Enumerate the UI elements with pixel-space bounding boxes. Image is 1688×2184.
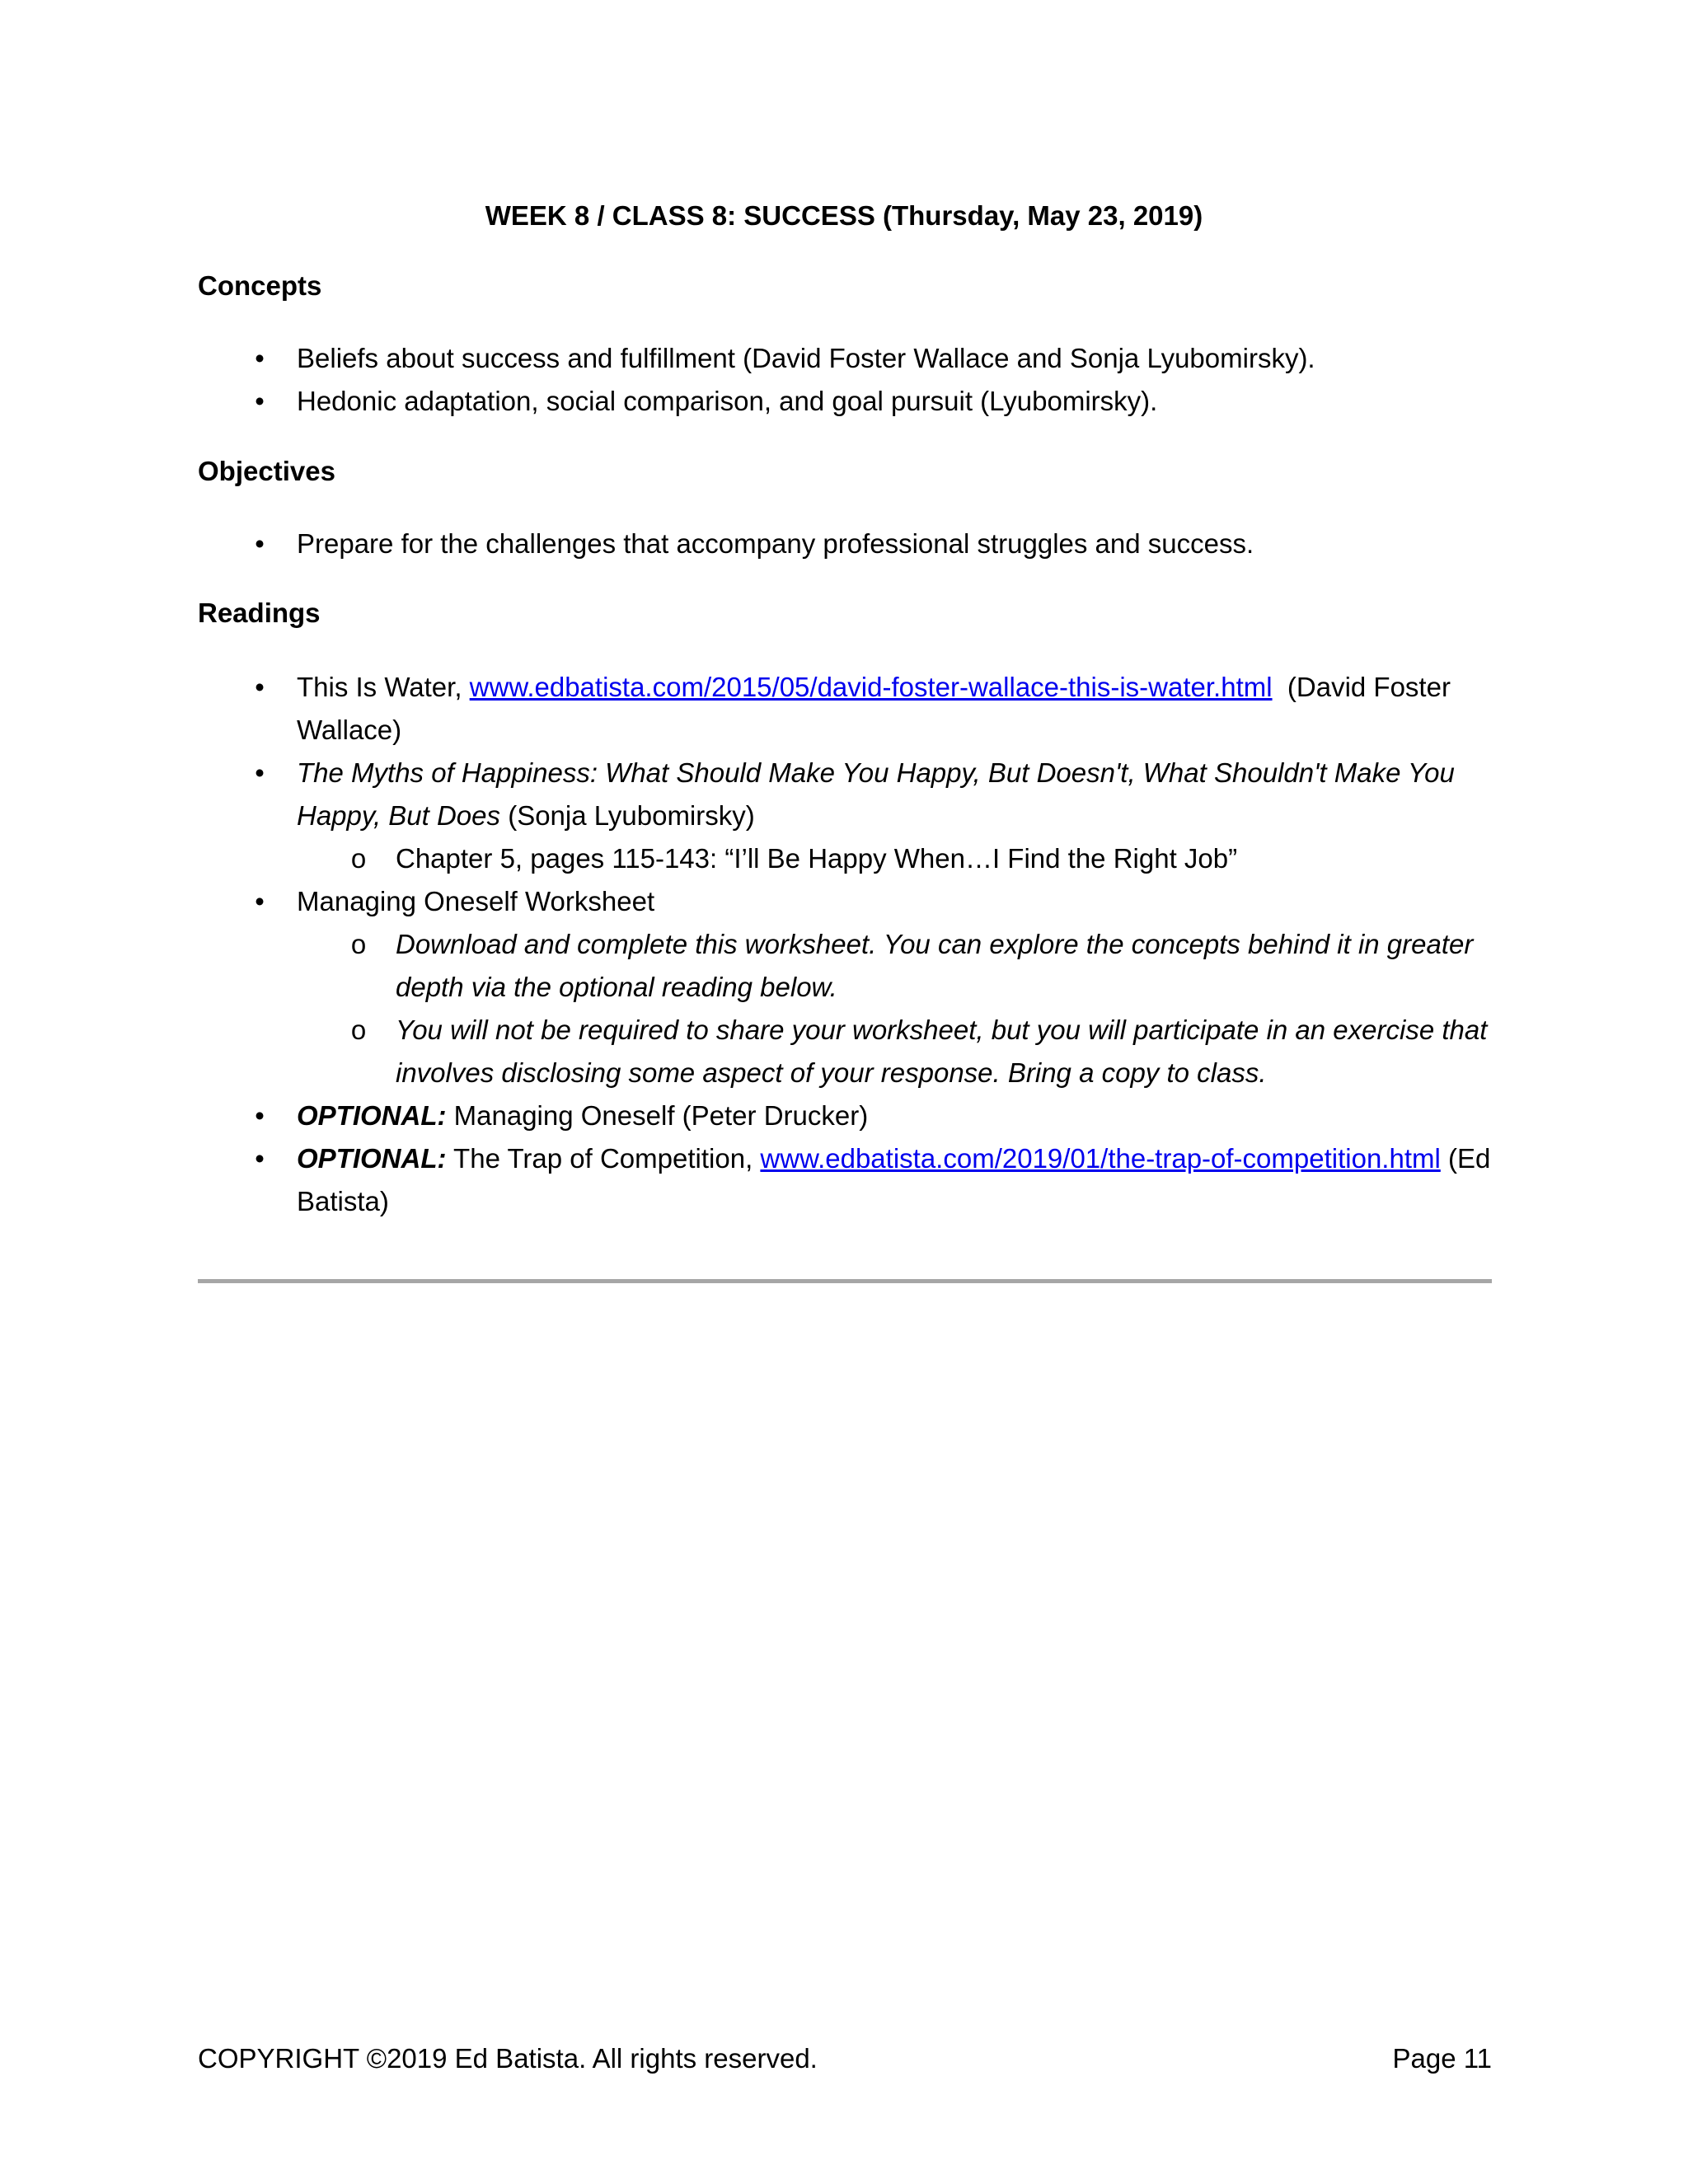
this-is-water-link[interactable]: www.edbatista.com/2015/05/david-foster-wallace-this-is-water.html xyxy=(469,672,1273,702)
optional-label: OPTIONAL: xyxy=(297,1143,447,1174)
bullet-icon: • xyxy=(255,1100,265,1131)
myths-sublist xyxy=(198,837,1492,880)
readings-list xyxy=(198,666,1492,837)
list-item: • Beliefs about success and fulfillment (David Foster Wallace and Sonja Lyubomirsky). xyxy=(198,337,1492,380)
bullet-icon: • xyxy=(255,386,265,416)
reading-this-is-water: • This Is Water, www.edbatista.com/2015/05/david-foster-wallace-this-is-water.html (David Foster Wallace) xyxy=(198,666,1492,752)
bullet-icon: • xyxy=(255,886,265,916)
objectives-list xyxy=(198,523,1492,565)
bullet-icon: • xyxy=(255,757,265,788)
bullet-icon: • xyxy=(255,672,265,702)
list-item: o Chapter 5, pages 115-143: “I’ll Be Happy When…I Find the Right Job” xyxy=(297,837,1492,880)
bullet-icon: • xyxy=(255,528,265,559)
reading-myths-of-happiness: • The Myths of Happiness: What Should Make You Happy, But Doesn't, What Shouldn't Make You Happy, But Does (Sonja Lyubomirsky) xyxy=(198,752,1492,837)
list-item: o You will not be required to share your worksheet, but you will participate in an exercise that involves disclosing some aspect of your response. Bring a copy to class. xyxy=(297,1009,1492,1094)
reading-managing-oneself: • OPTIONAL: Managing Oneself (Peter Drucker) xyxy=(198,1094,1492,1137)
list-item: • Prepare for the challenges that accompany professional struggles and success. xyxy=(198,523,1492,565)
readings-section xyxy=(198,595,1492,1223)
page-number: Page 11 xyxy=(1392,2043,1492,2074)
trap-of-competition-link[interactable]: www.edbatista.com/2019/01/the-trap-of-competition.html xyxy=(760,1143,1441,1174)
sub-bullet-icon: o xyxy=(350,1015,367,1045)
concepts-section xyxy=(198,268,1492,423)
concepts-heading: Concepts xyxy=(198,270,322,301)
book-title: The Myths of Happiness: What Should Make You Happy, But Doesn't, What Shouldn't Make You Happy, But Does xyxy=(297,757,1455,831)
horizontal-divider xyxy=(198,1279,1492,1283)
bullet-icon: • xyxy=(255,1143,265,1174)
reading-worksheet: • Managing Oneself Worksheet xyxy=(198,880,1492,923)
readings-list-cont xyxy=(198,880,1492,923)
objectives-section xyxy=(198,453,1492,565)
copyright-text: COPYRIGHT ©2019 Ed Batista. All rights reserved. xyxy=(198,2043,818,2074)
concepts-list xyxy=(198,337,1492,423)
reading-trap-of-competition: • OPTIONAL: The Trap of Competition, www.edbatista.com/2019/01/the-trap-of-competition.html (Ed Batista) xyxy=(198,1137,1492,1223)
readings-heading: Readings xyxy=(198,598,321,628)
objectives-heading: Objectives xyxy=(198,456,335,486)
sub-bullet-icon: o xyxy=(350,929,367,959)
page-title: WEEK 8 / CLASS 8: SUCCESS (Thursday, May 23, 2019) xyxy=(485,200,1203,231)
optional-label: OPTIONAL: xyxy=(297,1100,447,1131)
bullet-icon: • xyxy=(255,343,265,373)
worksheet-sublist xyxy=(198,923,1492,1094)
list-item: • Hedonic adaptation, social comparison, and goal pursuit (Lyubomirsky). xyxy=(198,380,1492,423)
sub-bullet-icon: o xyxy=(350,843,367,874)
list-item: o Download and complete this worksheet. You can explore the concepts behind it in greater depth via the optional reading below. xyxy=(297,923,1492,1009)
readings-list-optional xyxy=(198,1094,1492,1223)
